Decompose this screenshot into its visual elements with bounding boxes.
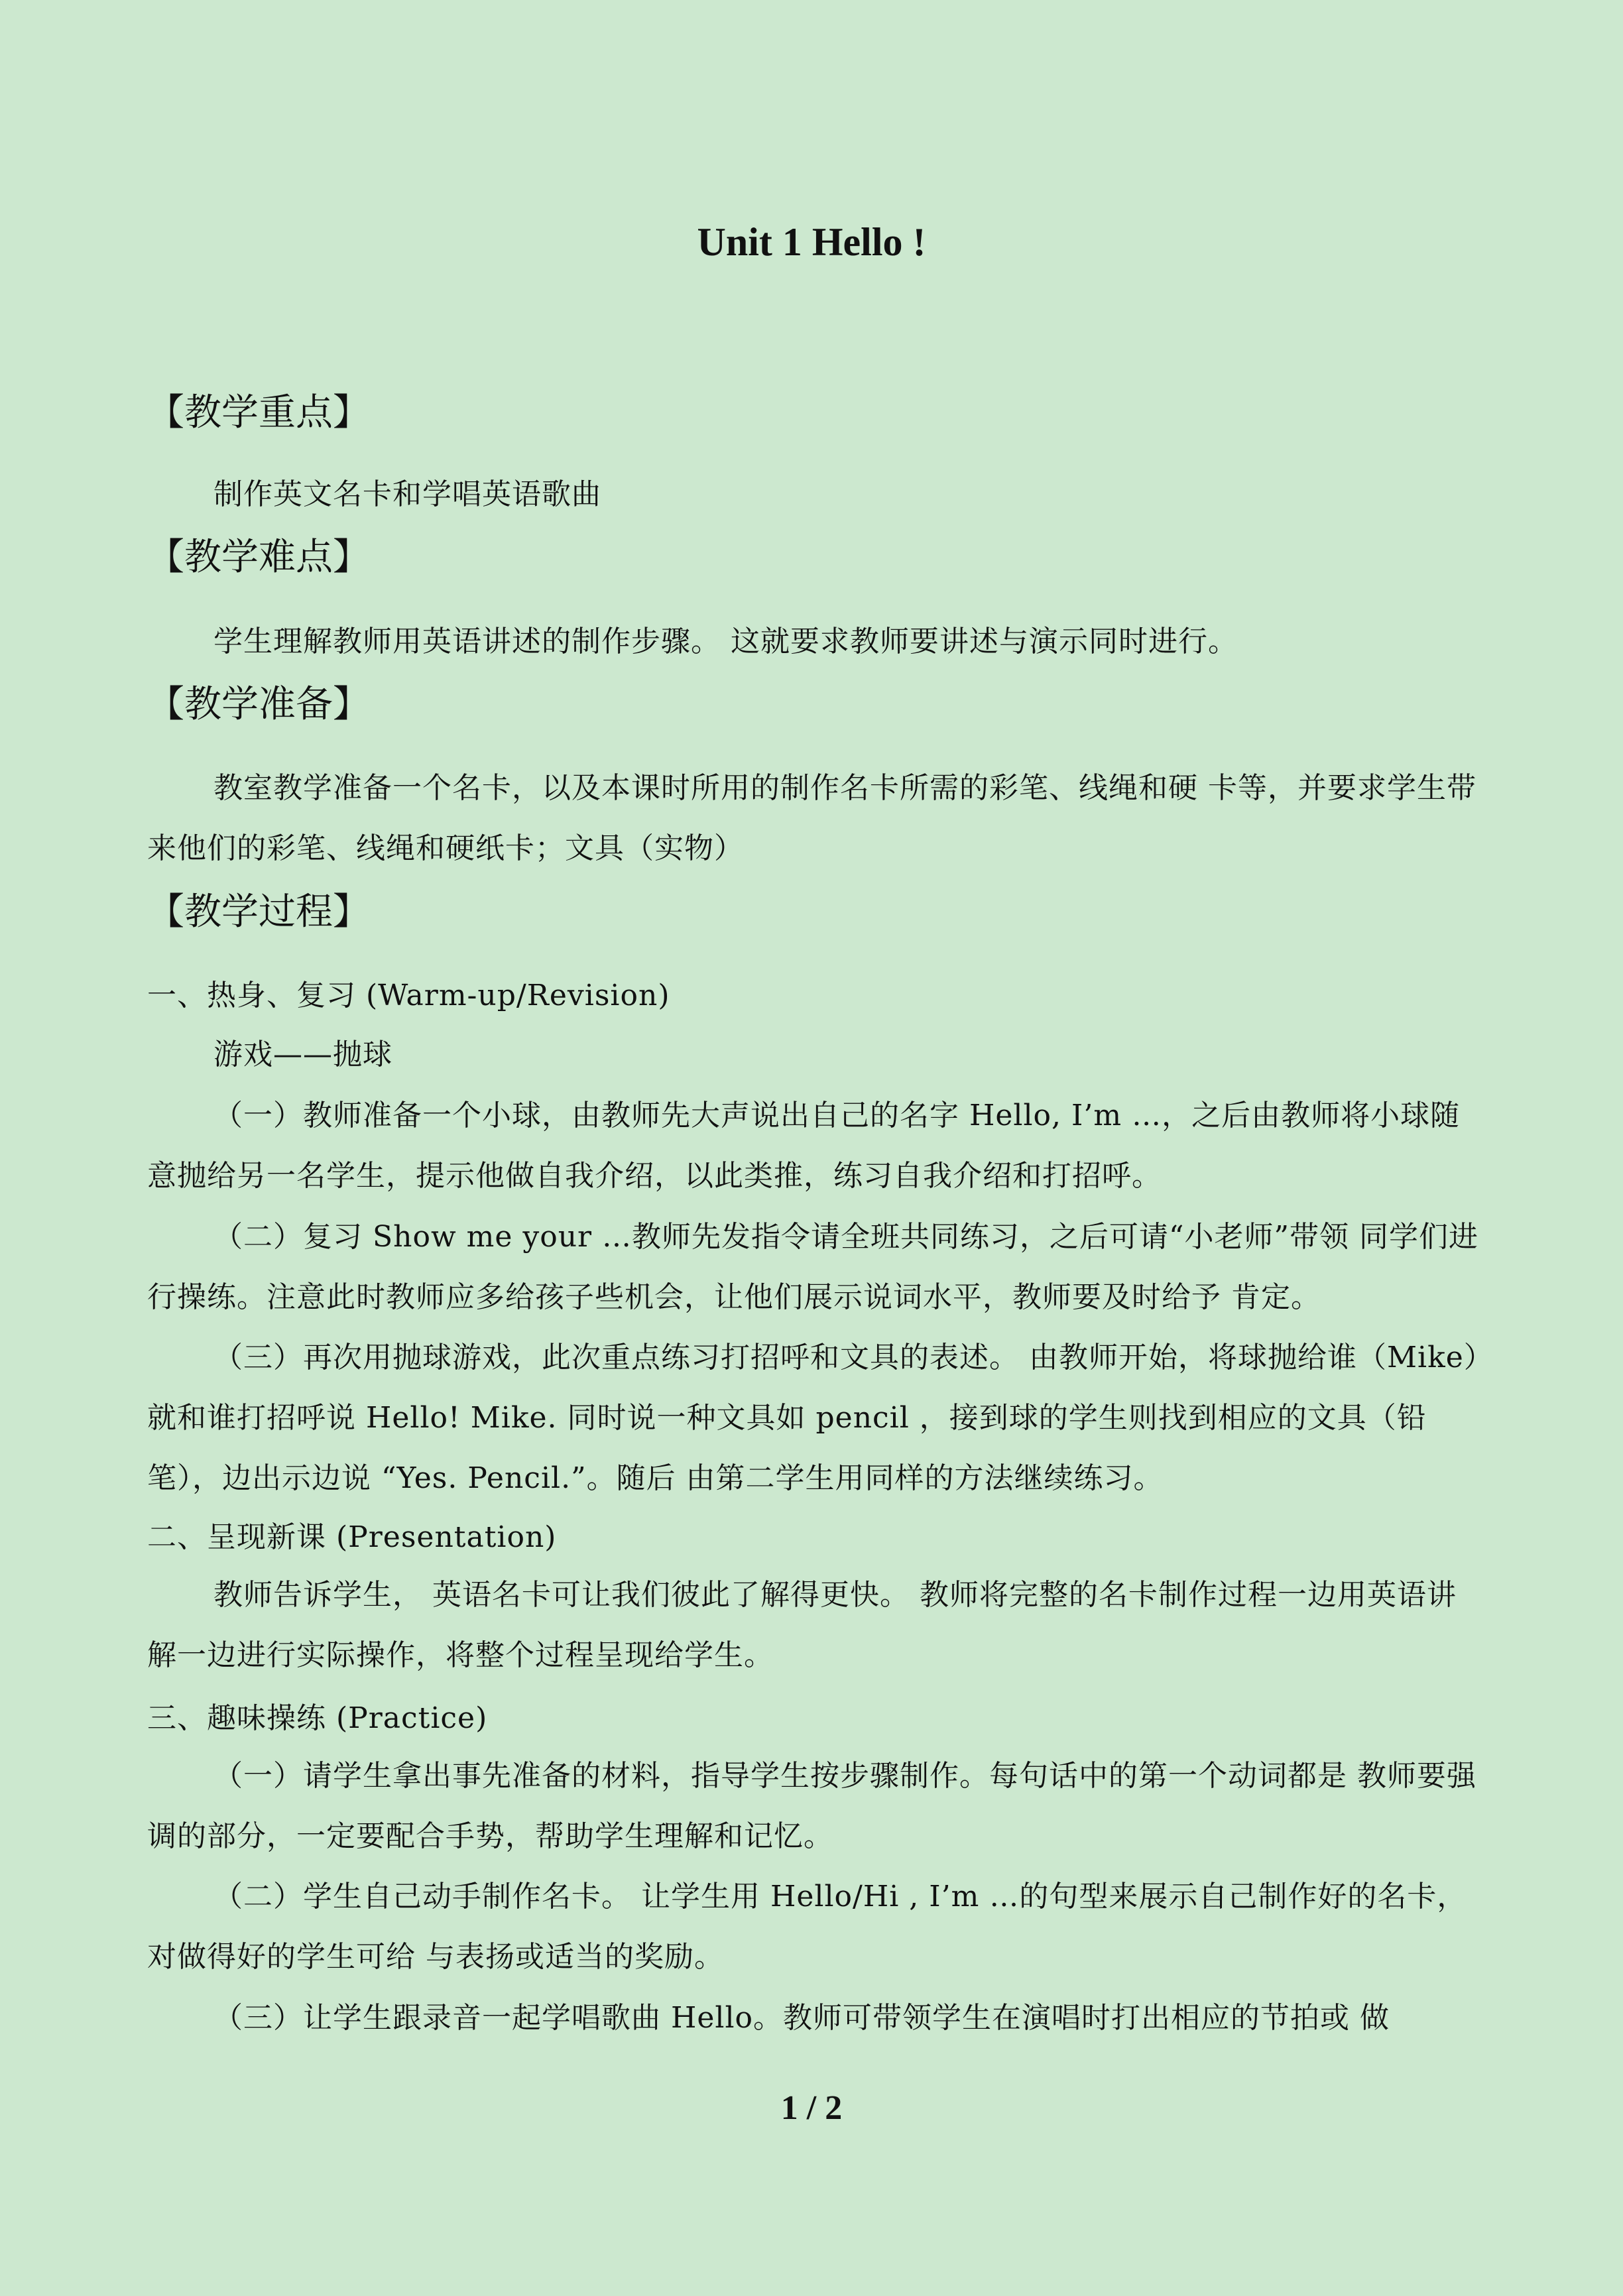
heading-teaching-difficulty: 【教学难点】: [147, 536, 370, 579]
warmup-game: 游戏——抛球: [213, 1038, 392, 1071]
teaching-preparation-text: 教室教学准备一个名卡，以及本课时所用的制作名卡所需的彩笔、线绳和硬 卡等，并要求学生带来他们的彩笔、线绳和硬纸卡；文具（实物）: [147, 771, 1476, 865]
heading-teaching-preparation: 【教学准备】: [147, 683, 370, 726]
page-number: 1 / 2: [780, 2089, 843, 2127]
warmup-step-2: （二）复习 Show me your …教师先发指令请全班共同练习，之后可请“小老师”带领 同学们进行操练。注意此时教师应多给孩子些机会，让他们展示说词水平，教师要及时给予 肯定。: [147, 1220, 1479, 1314]
warmup-title: 一、热身、复习 (Warm-up/Revision): [147, 979, 670, 1012]
warmup-step-1: （一）教师准备一个小球，由教师先大声说出自己的名字 Hello, I’m …，之后由教师将小球随意抛给另一名学生，提示他做自我介绍，以此类推，练习自我介绍和打招呼。: [147, 1099, 1461, 1193]
practice-title: 三、趣味操练 (Practice): [147, 1701, 488, 1735]
practice-step-1: （一）请学生拿出事先准备的材料，指导学生按步骤制作。每句话中的第一个动词都是 教师要强调的部分，一定要配合手势，帮助学生理解和记忆。: [147, 1759, 1476, 1853]
presentation-text: 教师告诉学生， 英语名卡可让我们彼此了解得更快。 教师将完整的名卡制作过程一边用英语讲解一边进行实际操作，将整个过程呈现给学生。: [147, 1578, 1457, 1672]
practice-step-2: （二）学生自己动手制作名卡。 让学生用 Hello/Hi , I’m …的句型来展示自己制作好的名卡，对做得好的学生可给 与表扬或适当的奖励。: [147, 1880, 1467, 1974]
heading-teaching-process: 【教学过程】: [147, 890, 370, 934]
presentation-title: 二、呈现新课 (Presentation): [147, 1520, 557, 1554]
teaching-focus-text: 制作英文名卡和学唱英语歌曲: [213, 477, 601, 511]
teaching-difficulty-text: 学生理解教师用英语讲述的制作步骤。 这就要求教师要讲述与演示同时进行。: [213, 625, 1238, 658]
document-title: Unit 1 Hello !: [697, 220, 926, 264]
warmup-step-3: （三）再次用抛球游戏，此次重点练习打招呼和文具的表述。 由教师开始，将球抛给谁（Mike）就和谁打招呼说 Hello! Mike. 同时说一种文具如 pencil ，接到球的学生则找到相应的文具（铅笔），边出示边说 “Yes. Pencil.”。随后 由第二学生用同样的方法继续练习。: [147, 1341, 1479, 1495]
heading-teaching-focus: 【教学重点】: [147, 391, 370, 434]
practice-step-3: （三）让学生跟录音一起学唱歌曲 Hello。教师可带领学生在演唱时打出相应的节拍或 做: [213, 2001, 1390, 2035]
